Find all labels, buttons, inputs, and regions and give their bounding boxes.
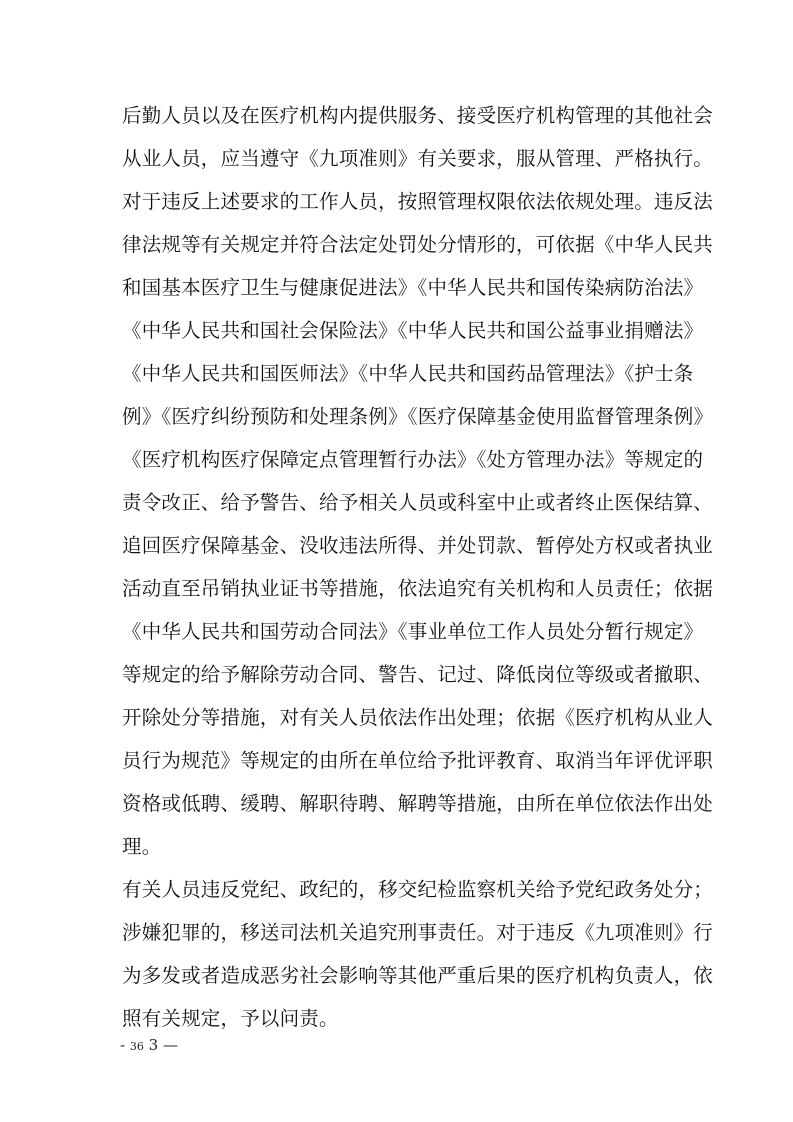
paragraph-2-line: 涉嫌犯罪的，移送司法机关追究刑事责任。对于违反《九项准则》行 xyxy=(122,921,714,944)
paragraph-1-line: 《中华人民共和国社会保险法》《中华人民共和国公益事业捐赠法》 xyxy=(122,319,704,342)
paragraph-1-line: 后勤人员以及在医疗机构内提供服务、接受医疗机构管理的其他社会 xyxy=(122,104,714,127)
paragraph-2-line: 照有关规定，予以问责。 xyxy=(122,1007,339,1030)
paragraph-1-line: 例》《医疗纠纷预防和处理条例》《医疗保障基金使用监督管理条例》 xyxy=(122,405,714,428)
paragraph-1-line: 责令改正、给予警告、给予相关人员或科室中止或者终止医保结算、 xyxy=(122,491,714,514)
footer-suffix: — xyxy=(162,1036,178,1054)
footer-small-number: 36 xyxy=(129,1040,144,1053)
paragraph-1-line: 追回医疗保障基金、没收违法所得、并处罚款、暂停处方权或者执业 xyxy=(122,534,714,557)
paragraph-1-line: 员行为规范》等规定的由所在单位给予批评教育、取消当年评优评职 xyxy=(122,749,714,772)
paragraph-2-line: 为多发或者造成恶劣社会影响等其他严重后果的医疗机构负责人，依 xyxy=(122,964,714,987)
paragraph-1-line: 等规定的给予解除劳动合同、警告、记过、降低岗位等级或者撤职、 xyxy=(122,663,714,686)
paragraph-2-line: 有关人员违反党纪、政纪的，移交纪检监察机关给予党纪政务处分； xyxy=(122,878,714,901)
paragraph-1-line: 《中华人民共和国劳动合同法》《事业单位工作人员处分暂行规定》 xyxy=(122,620,704,643)
paragraph-1-line: 从业人员，应当遵守《九项准则》有关要求，服从管理、严格执行。 xyxy=(122,147,714,170)
paragraph-1-line: 资格或低聘、缓聘、解职待聘、解聘等措施，由所在单位依法作出处 xyxy=(122,792,714,815)
paragraph-1-line: 理。 xyxy=(122,835,162,858)
page-number-footer xyxy=(120,1035,178,1057)
paragraph-1-line: 《医疗机构医疗保障定点管理暂行办法》《处方管理办法》等规定的 xyxy=(122,448,704,471)
paragraph-1-line: 开除处分等措施，对有关人员依法作出处理；依据《医疗机构从业人 xyxy=(122,706,714,729)
footer-prefix: - xyxy=(120,1036,126,1054)
paragraph-1-line: 《中华人民共和国医师法》《中华人民共和国药品管理法》《护士条 xyxy=(122,362,694,385)
paragraph-1-line: 律法规等有关规定并符合法定处罚处分情形的，可依据《中华人民共 xyxy=(122,233,714,256)
page-number: 3 xyxy=(148,1036,159,1054)
paragraph-1-line: 对于违反上述要求的工作人员，按照管理权限依法依规处理。违反法 xyxy=(122,190,714,213)
paragraph-1-line: 活动直至吊销执业证书等措施，依法追究有关机构和人员责任；依据 xyxy=(122,577,714,600)
paragraph-1-line: 和国基本医疗卫生与健康促进法》《中华人民共和国传染病防治法》 xyxy=(122,276,704,299)
